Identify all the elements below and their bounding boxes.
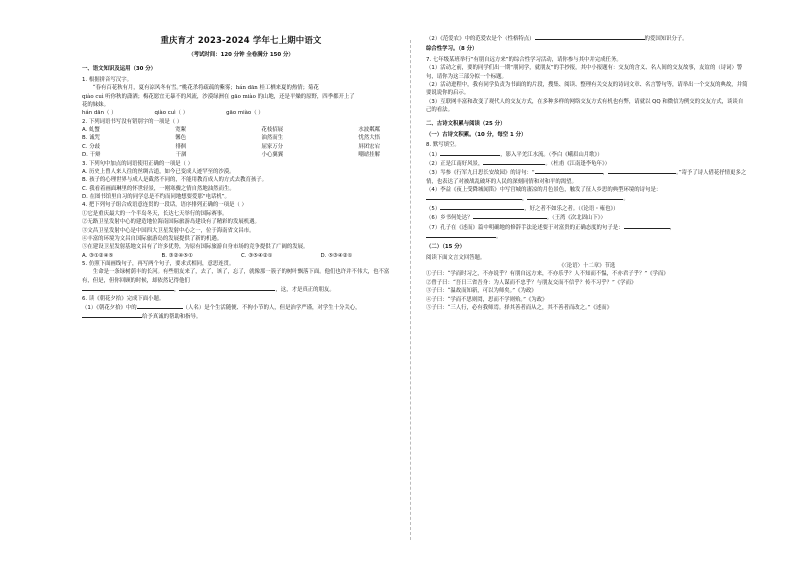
section-1-heading: 一、语文知识及运用（30 分） [82,66,157,73]
q2-c-2: 徘徊 [175,143,187,150]
q6-2 [426,34,748,43]
pinyin-blank-2[interactable]: qiào cuì（ ） [154,110,189,117]
q4-sentence-1: ①它是重庆最大的一个半岛冬天，长达七天举行的国际赛事。 [82,210,228,217]
q8-1-blank[interactable] [440,150,500,156]
q2-a-4: 水波粼粼 [358,127,380,134]
q2-option-c[interactable] [82,143,400,151]
q2-d-4: 嘲谑挂解 [358,152,380,159]
q8-7: （7）孔子在《述而》篇中明确地的修辞手法论述要于对富贵的正确态度的句子是： ， [426,224,675,231]
comprehensive-heading: 综合性学习。（8 分） [426,46,478,53]
q8-5-label: （5） [426,205,441,212]
q8-6-blank[interactable] [473,213,547,219]
q8-1-label: （1） [426,151,441,158]
q8-2 [426,159,748,168]
q4-sentence-5: ⑤在建设卫星发射基地文昌有了许多优势，为原有国际旅游自身市场的竞争提供了广阔的发展。 [82,244,309,251]
q2-c-4: 屏团宏宕 [358,143,380,150]
q3-option-a[interactable]: A. 历史上曾人来人往的丝绸古道，如今已变成人迹罕至的沙漠。 [82,168,235,175]
q4-option-b[interactable]: B. ③②④⑤① [161,252,193,259]
q4-option-a[interactable]: A. ③①②④⑤ [82,252,114,259]
lunyu-5: ⑤子曰：“三人行，必有我师焉。择其善者而从之，其不善者而改之。”《述而》 [426,304,613,311]
q7-3: （3）互联网丰富和改变了观代人的交友方式，在多种多样的网络交友方式有机也有弊，请就以 QQ 和微信为例交的交友方式，谈谈自己的看法。 [426,98,744,113]
q4-prompt: 4. 把下列句子组合成语意连贯的一段话，语序排列正确的一项是（ ） [82,202,247,209]
q8-2-label: （2）正是江南好风景， [426,160,484,167]
q2-option-a[interactable] [82,126,400,134]
q6-1-middle: （人名）是个生活随便、不拘小节的人，但是治学严谨，对学生十分关心， [182,304,361,311]
q2-prompt: 2. 下列词语书写没有错别字的一项是（ ） [82,118,183,125]
q3-option-b[interactable]: B. 孩子的心理世界与成人是截然不同的，不能用教育成人的方式去教育孩子。 [82,177,268,184]
q2-b-4: 忧然大悟 [358,135,380,142]
exam-subtitle: （考试时间：120 分钟 全卷满分 150 分） [188,52,294,59]
q8-4-blank-2[interactable] [527,194,623,200]
q8-7-cont: 。 [426,232,748,241]
q8-2-end: 。（杜甫《江南逢李龟年》） [545,160,611,167]
q2-d-2: 干涸 [175,152,187,159]
q8-7-label: （7）孔子在《述而》篇中明确地的修辞手法论述要于对富贵的正确态度的句子是： [426,224,624,231]
q8-1 [426,150,748,159]
q5-text: 生命是一条绿树荫丰的长河。有些朋友来了，去了，该了，忘了，就像那一簇子的树叶飘落下面。他们也许并不伟大，也不富有，但是，但你回顾的时候，却依然记得他们 [82,269,390,284]
q2-c-1: C. 分歧 [82,143,100,150]
pinyin-blank-1[interactable]: hán dān（ ） [82,110,117,117]
q6-1-blank-name[interactable] [137,303,183,309]
passage-title: 《〈论语〉十二章》节选 [558,263,616,269]
section-2-2-heading: （二）（15 分） [426,244,466,251]
q6-2-end: 的爱国知识分子。 [644,36,688,42]
q8-5-blank[interactable] [440,204,524,210]
q1-prompt: 1. 根据拼音写汉字。 [82,76,132,83]
q1-passage-line-2: qiào cuì 听你秋的潇洒；梅花愿宜无暴不的风流，沙漠绿洲在 gāo miào 的山地，还是平燥的原野，四季都开上了 [82,93,355,100]
q2-b-1: B. 诚咒 [82,135,100,142]
q5-prompt: 5. 仿照下面画线句子，再写两个句子，要求式相同，意思连贯。 [82,261,235,268]
q1-pinyin-row [82,109,400,117]
q6-prompt: 6. 读《朝花夕拾》完成下面小题。 [82,295,165,302]
q5-blank-1[interactable] [82,285,174,291]
lunyu-3: ③子曰：“温故而知新，可以为师矣。”《为政》 [426,288,537,295]
q8-3-blank-1[interactable] [535,168,603,174]
q8-7-blank-1[interactable] [624,223,670,229]
q2-c-3: 屈家万分 [261,143,284,150]
q2-a-3: 花枝招展 [261,127,283,134]
left-column [82,34,400,322]
q8-4-answer: ， 。 [426,194,748,203]
q8-5-end: ，好之者不如乐之者。（《论语・雍也》） [524,205,619,212]
q1-passage-line-3: 花的妹妹。 [82,101,109,108]
q5-answer-row[interactable]: ， ，这，才是真正的朋友。 [82,285,400,294]
q4-sentence-3: ③文昌卫星发射中心是中国四大卫星发射中心之一，位于海南省文昌市。 [82,227,255,234]
q8-7-blank-2[interactable] [426,232,496,238]
q7-2: （2）活动进程中，我有同学负责为书面的的片段，搜集、阅读、整理有关交友的诗词文章、名言警句等，请举出一个交友的典故，并简要说说你的启示。 [426,81,748,97]
exam-title: 重庆育才 2023-2024 学年七上期中语文 [160,35,322,45]
q6-2-start: （2）《范爱农》中的范爱农是个（性格特点） [426,36,535,42]
q3-option-d[interactable]: D. 在图书馆里自习的同学总是不约而同地想要爱那“电话机”。 [82,194,230,201]
q4-option-d[interactable]: D. ⑤③④②① [320,252,353,259]
lunyu-1: ①子曰：“学而时习之，不亦说乎？有朋自远方来，不亦乐乎？人不知而不愠，不亦君子乎？”《学而》 [426,271,669,278]
q3-option-c[interactable]: C. 我看着画面琳里的怀世轻景，一刚寒骤之情自然地油然而生。 [82,185,235,192]
q8-6-end: 。（王湾《次北固山下》） [546,215,606,222]
q8-3-blank-2[interactable] [608,168,676,174]
q8-prompt: 8. 默写填空。 [426,142,460,149]
q4-sentence-2: ②无路卫星发射中心的建造地位海南国际旅游岛建设有了精彩的发展机遇。 [82,219,260,226]
q8-3-label: （3）岑参《行军九日思长安故园》的诗句：“ [426,170,535,177]
q2-d-1: D. 干辩 [82,152,101,159]
q7-prompt: 7. 七年级某班举行“有朋自远方来”的综合性学习活动，请你参与其中并完成任务。 [426,56,622,63]
q8-2-blank[interactable] [483,159,545,165]
q5-ending: ，这，才是真正的朋友。 [275,287,335,294]
q6-2-blank[interactable] [535,34,645,40]
q2-option-d[interactable] [82,151,400,159]
right-column [426,34,748,312]
section-2-1-heading: （一）古诗文积累。（10 分，每空 1 分） [426,131,527,138]
q6-1-cont [82,312,400,321]
q6-1-start: （1）《朝花夕拾》中的 [82,304,137,311]
q2-d-3: 小心翼翼 [261,152,284,159]
q6-1 [82,303,400,312]
q2-option-b[interactable] [82,134,400,142]
q8-1-end: ，影入平羌江水流。（李白《峨眉山月歌》） [500,151,603,158]
q8-4: （4）李益《夜上受降城闻笛》中写宫城的凄凉的月色景色，触发了征人乡思的典型环境的诗句是： [426,187,662,193]
q2-b-2: 馨色 [175,135,187,142]
q4-option-c[interactable]: C. ③⑤④②① [241,252,273,259]
q8-6-label: （6）乡书何处达？ [426,215,473,222]
q3-prompt: 3. 下列句中加点的词语使用正确的一项是（ ） [82,160,193,167]
lunyu-4: ④子曰：“学而不思则罔，思而不学则殆。”《为政》 [426,296,548,303]
q8-5 [426,204,748,213]
q8-4-blank-1[interactable] [426,194,522,200]
q2-a-1: A. 虬蟹 [82,127,100,134]
q7-1: （1）活动之前，要的同学们出一期“朋同学，就朋友”的手抄报，其中小报题有：交友的含义、名人间的交友故事，友谊的（诗词）警句，请你为这三部分拟一个标题。 [426,65,743,80]
q6-1-blank-2[interactable] [82,312,142,318]
q5-blank-2[interactable] [179,285,275,291]
q8-3-end: 。”寄予了诗人借花抒情更多之情，也表达了对被战乱破坏的人民的深刻同情和对和平的渴望。 [426,170,747,185]
pinyin-blank-3[interactable]: gāo miào（ ） [226,110,264,117]
q1-passage-line-1: “春有百花秋有月，夏有凉风冬有雪。”桃花杀将疏疏的紫雾；hán dān 桂工栖来夏的热情；菊花 [92,85,319,92]
column-divider [410,40,411,540]
q6-1-end: 给予真诚的帮助和指导。 [142,314,202,321]
q2-a-2: 宽絮 [175,127,187,134]
q8-3: （3）岑参《行军九日思长安故园》的诗句：“ ， 。”寄予了诗人借花抒情更多之情，也表达了对被战乱破坏的人民的深刻同情和对和平的渴望。 [426,170,747,185]
reading-prompt: 阅读下面文言文回答题。 [426,254,486,261]
q8-6 [426,213,748,222]
q4-sentence-4: ④丰富的环境为文昌自国际旅游岛的发展提供了新的机遇。 [82,235,223,242]
section-2-heading: 二、古诗文积累与阅读（25 分） [426,121,506,128]
lunyu-2: ②曾子曰：“吾日三省吾身：为人谋而不忠乎？与朋友交而不信乎？传不习乎？”《学而》 [426,279,637,286]
q4-options [82,252,400,260]
q2-b-3: 油然而生 [261,135,284,142]
